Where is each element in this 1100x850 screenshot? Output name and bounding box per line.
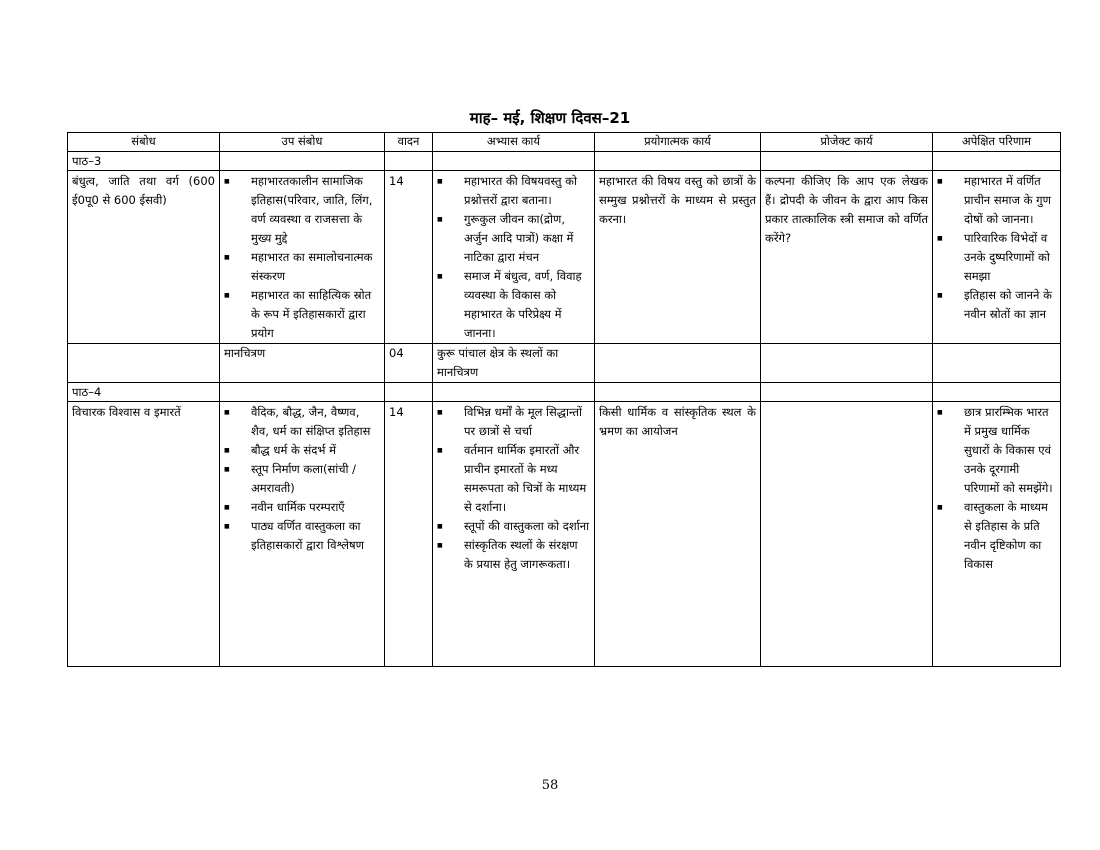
column-header: अभ्यास कार्य (433, 133, 595, 152)
column-header: संबोध (68, 133, 220, 152)
exercise-list (437, 403, 590, 574)
periods-cell: 14 (385, 402, 433, 667)
list-item: ■ वर्तमान धार्मिक इमारतों और प्राचीन इमारतों के मध्य समरूपता को चित्रों के माध्यम से दर्शाना। (437, 441, 590, 517)
page-title: माह– मई, शिक्षण दिवस–21 (469, 109, 631, 127)
practical-cell: महाभारत की विषय वस्तु को छात्रों के सम्मुख प्रश्नोत्तरों के माध्यम से प्रस्तुत करना। (595, 171, 761, 344)
practical-cell: किसी धार्मिक व सांस्कृतिक स्थल के भ्रमण का आयोजन (595, 402, 761, 667)
concept-cell: विचारक विश्वास व इमारतें (68, 402, 220, 667)
list-item: ■ महाभारत का समालोचनात्मक संस्करण (224, 248, 380, 286)
outcome-cell (933, 402, 1061, 667)
table-row (68, 171, 1061, 344)
list-item: ■ गुरूकुल जीवन का(द्रोण, अर्जुन आदि पात्रों) कक्षा में नाटिका द्वारा मंचन (437, 210, 590, 267)
exercise-cell (433, 402, 595, 667)
list-item: ■ वैदिक, बौद्ध, जैन, वैष्णव, शैव, धर्म का संक्षिप्त इतिहास (224, 403, 380, 441)
concept-cell: बंधुत्व, जाति तथा वर्ग (600 ई0पू0 से 600 ईसवी) (68, 171, 220, 344)
list-item: ■ महाभारत में वर्णित प्राचीन समाज के गुण दोषों को जानना। (937, 172, 1056, 229)
lesson-row (68, 152, 1061, 171)
outcome-list (937, 172, 1056, 324)
lesson-row (68, 383, 1061, 402)
lesson-label: पाठ–4 (68, 383, 220, 402)
column-header: प्रयोगात्मक कार्य (595, 133, 761, 152)
column-header: प्रोजेक्ट कार्य (761, 133, 933, 152)
list-item: ■ सांस्कृतिक स्थलों के संरक्षण के प्रयास हेतु जागरूकता। (437, 536, 590, 574)
list-item: ■ महाभारत का साहित्यिक स्रोत के रूप में इतिहासकारों द्वारा प्रयोग (224, 286, 380, 343)
column-header: उप संबोध (220, 133, 385, 152)
sub-concept-list (224, 403, 380, 555)
list-item: ■ महाभारतकालीन सामाजिक इतिहास(परिवार, जाति, लिंग, वर्ण व्यवस्था व राजसत्ता के मुख्य मुद्दे (224, 172, 380, 248)
list-item: ■ बौद्ध धर्म के संदर्भ में (224, 441, 380, 460)
table-row (68, 344, 1061, 383)
list-item: ■ छात्र प्रारम्भिक भारत में प्रमुख धार्मिक सुधारों के विकास एवं उनके दूरगामी परिणामों को समझेंगे। (937, 403, 1056, 498)
exercise-cell (433, 171, 595, 344)
exercise-list (437, 172, 590, 343)
list-item: ■ पारिवारिक विभेदों व उनके दुष्परिणामों को समझा (937, 229, 1056, 286)
list-item: ■ पाठ्य वर्णित वास्तुकला का इतिहासकारों द्वारा विश्लेषण (224, 517, 380, 555)
sub-concept-cell: मानचित्रण (220, 344, 385, 383)
list-item: ■ इतिहास को जानने के नवीन स्रोतों का ज्ञान (937, 286, 1056, 324)
list-item: ■ समाज में बंधुत्व, वर्ण, विवाह व्यवस्था के विकास को महाभारत के परिप्रेक्ष्य में जानना। (437, 267, 590, 343)
periods-cell: 04 (385, 344, 433, 383)
list-item: ■ वास्तुकला के माध्यम से इतिहास के प्रति नवीन दृष्टिकोण का विकास (937, 498, 1056, 574)
sub-concept-cell (220, 402, 385, 667)
list-item: ■ स्तूप निर्माण कला(सांची / अमरावती) (224, 460, 380, 498)
list-item: ■ विभिन्न धर्मों के मूल सिद्धान्तों पर छात्रों से चर्चा (437, 403, 590, 441)
list-item: ■ महाभारत की विषयवस्तु को प्रश्नोत्तरों द्वारा बताना। (437, 172, 590, 210)
list-item: ■ स्तूपों की वास्तुकला को दर्शाना (437, 517, 590, 536)
project-cell (761, 402, 933, 667)
periods-cell: 14 (385, 171, 433, 344)
list-item: ■ नवीन धार्मिक परम्पराएँ (224, 498, 380, 517)
lesson-label: पाठ–3 (68, 152, 220, 171)
page-number: 58 (541, 778, 559, 793)
column-header: वादन (385, 133, 433, 152)
column-header: अपेक्षित परिणाम (933, 133, 1061, 152)
sub-concept-cell (220, 171, 385, 344)
outcome-list (937, 403, 1056, 574)
curriculum-table (67, 132, 1061, 667)
project-cell: कल्पना कीजिए कि आप एक लेखक हैं। द्रोपदी के जीवन के द्वारा आप किस प्रकार तात्कालिक स्त्री समाज को वर्णित करेंगे? (761, 171, 933, 344)
sub-concept-list (224, 172, 380, 343)
table-header-row (68, 133, 1061, 152)
table-row (68, 402, 1061, 667)
exercise-cell: कुरू पांचाल क्षेत्र के स्थलों का मानचित्रण (433, 344, 595, 383)
outcome-cell (933, 171, 1061, 344)
